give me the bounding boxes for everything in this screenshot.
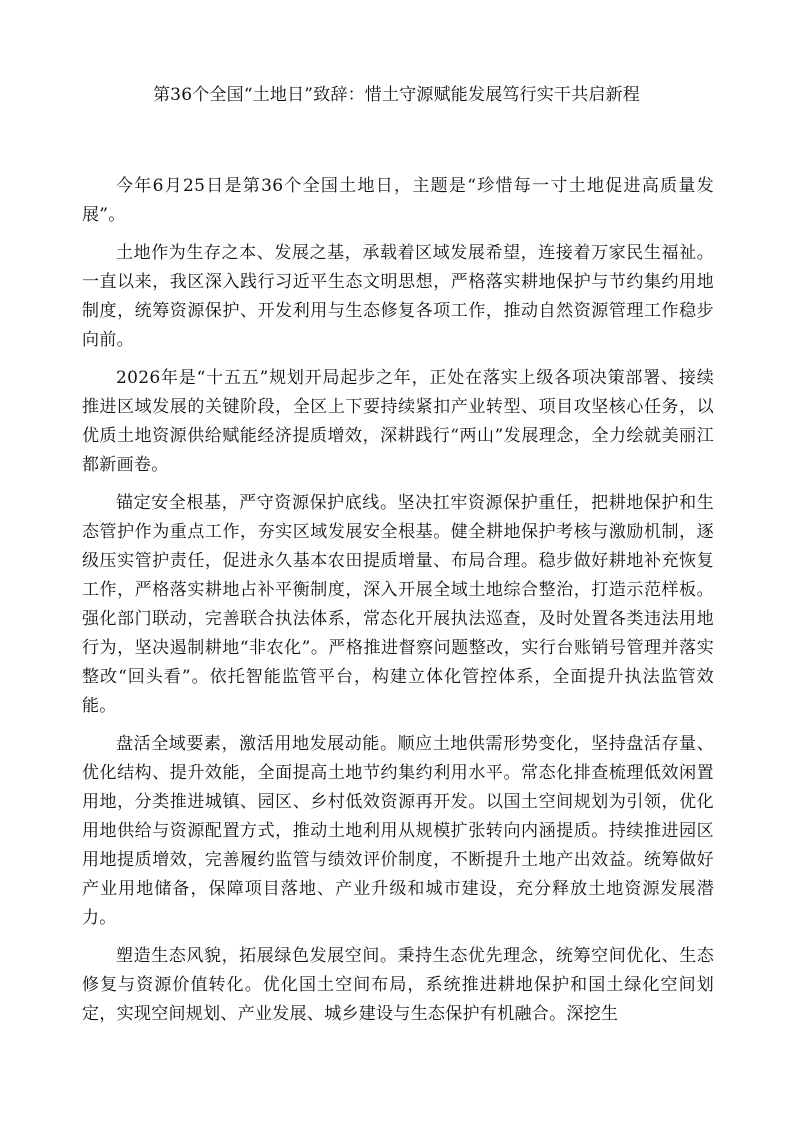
document-body: [82, 172, 714, 1038]
paragraph-security-baseline: 锚定安全根基，严守资源保护底线。坚决扛牢资源保护重任，把耕地保护和生态管护作为重点工作，夯实区域发展安全根基。健全耕地保护考核与激励机制，逐级压实管护责任，促进永久基本农田提质增量、布局合理。稳步做好耕地补充恢复工作，严格落实耕地占补平衡制度，深入开展全域土地综合整治，打造示范样板。强化部门联动，完善联合执法体系，常态化开展执法巡查，及时处置各类违法用地行为，坚决遏制耕地“非农化”。严格推进督察问题整改，实行台账销号管理并落实整改“回头看”。依托智能监管平台，构建立体化管控体系，全面提升执法监管效能。: [82, 493, 714, 716]
paragraph-land-foundation: 土地作为生存之本、发展之基，承载着区域发展希望，连接着万家民生福祉。一直以来，我区深入践行习近平生态文明思想，严格落实耕地保护与节约集约用地制度，统筹资源保护、开发利用与生态修复各项工作，推动自然资源管理工作稳步向前。: [82, 243, 714, 350]
paragraph-activate-elements: 盘活全域要素，激活用地发展动能。顺应土地供需形势变化，坚持盘活存量、优化结构、提升效能，全面提高土地节约集约利用水平。常态化排查梳理低效闲置用地，分类推进城镇、园区、乡村低效资源再开发。以国土空间规划为引领，优化用地供给与资源配置方式，推动土地利用从规模扩张转向内涵提质。持续推进园区用地提质增效，完善履约监管与绩效评价制度，不断提升土地产出效益。统筹做好产业用地储备，保障项目落地、产业升级和城市建设，充分释放土地资源发展潜力。: [82, 734, 714, 928]
paragraph-intro: 今年6月25日是第36个全国土地日，主题是“珍惜每一寸土地促进高质量发展”。: [82, 176, 714, 225]
paragraph-ecological-space: 塑造生态风貌，拓展绿色发展空间。秉持生态优先理念，统筹空间优化、生态修复与资源价值转化。优化国土空间布局，系统推进耕地保护和国土绿化空间划定，实现空间规划、产业发展、城乡建设与生态保护有机融合。深挖生: [82, 946, 714, 1024]
paragraph-2026-plan: 2026年是“十五五”规划开局起步之年，正处在落实上级各项决策部署、接续推进区域发展的关键阶段，全区上下要持续紧扣产业转型、项目攻坚核心任务，以优质土地资源供给赋能经济提质增效，深耕践行“两山”发展理念，全力绘就美丽江都新画卷。: [82, 368, 714, 475]
document-title: 第36个全国“土地日”致辞：惜土守源赋能发展笃行实干共启新程: [152, 85, 640, 105]
